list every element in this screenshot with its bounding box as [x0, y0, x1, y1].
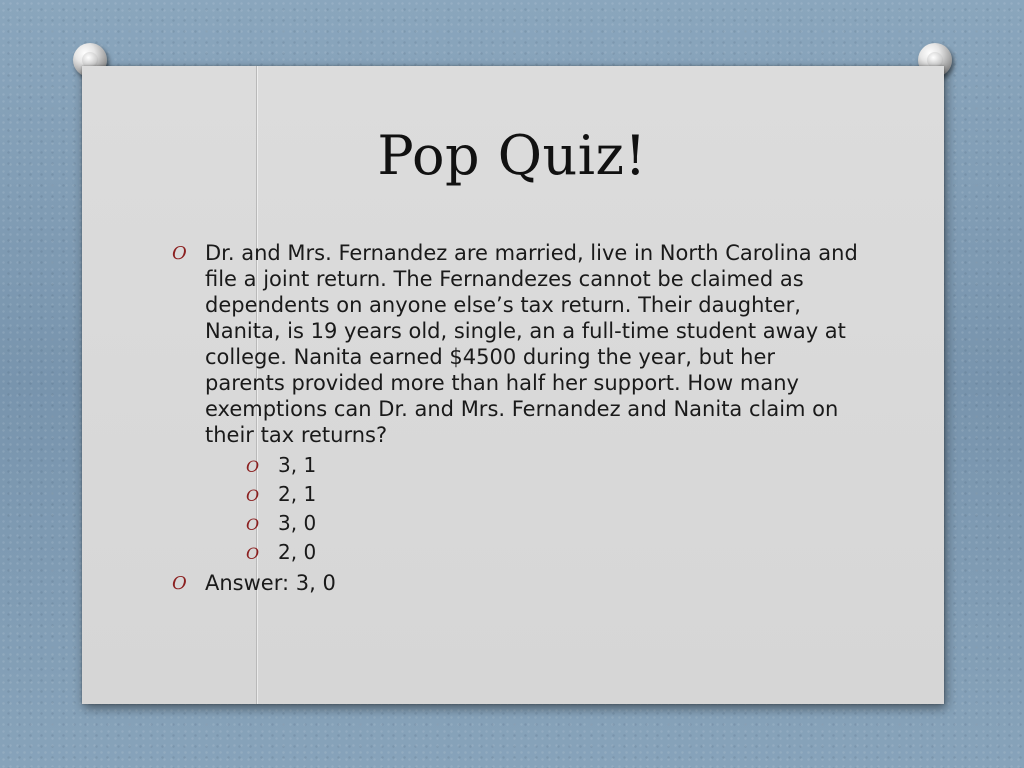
slide-body: [168, 240, 858, 596]
option-item: [246, 451, 858, 480]
bullet-icon: O: [246, 457, 260, 476]
option-text: 3, 1: [278, 453, 317, 477]
answer-item: [168, 570, 858, 596]
question-text: Dr. and Mrs. Fernandez are married, live in North Carolina and file a joint return. The Fernandezes cannot be claimed as dependents on anyone else’s tax return. Their daughter, Nanita, is 19 years old, single, an a full-time student away at college. Nanita earned $4500 during the year, but her parents provided more than half her support. How many exemptions can Dr. and Mrs. Fernandez and Nanita claim on their tax returns?: [205, 241, 858, 447]
option-text: 2, 0: [278, 540, 317, 564]
option-item: [246, 509, 858, 538]
option-text: 2, 1: [278, 482, 317, 506]
option-text: 3, 0: [278, 511, 317, 535]
option-item: [246, 480, 858, 509]
option-item: [246, 538, 858, 567]
bullet-icon: O: [172, 573, 187, 594]
options-list: [246, 451, 858, 567]
bullet-icon: O: [246, 486, 260, 505]
slide-title: Pop Quiz!: [377, 124, 647, 187]
bullet-icon: O: [246, 544, 260, 563]
answer-text: Answer: 3, 0: [205, 571, 336, 595]
question-item: [168, 240, 858, 448]
bullet-icon: O: [172, 243, 187, 264]
bullet-icon: O: [246, 515, 260, 534]
